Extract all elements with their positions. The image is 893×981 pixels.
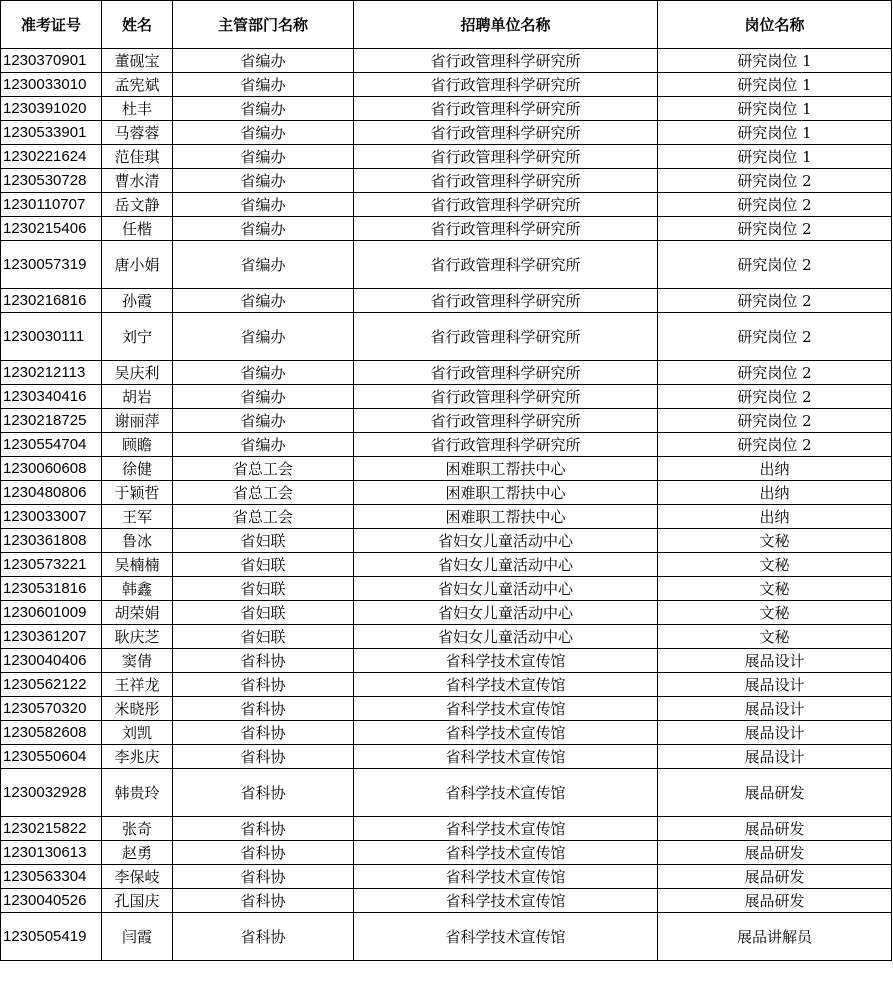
table-row	[1, 49, 892, 73]
hiring-unit-cell: 省行政管理科学研究所	[354, 73, 658, 97]
hiring-unit-cell: 省科学技术宣传馆	[354, 841, 658, 865]
table-row	[1, 625, 892, 649]
name-cell: 赵勇	[102, 841, 173, 865]
department-cell: 省科协	[173, 913, 354, 961]
department-cell: 省编办	[173, 289, 354, 313]
hiring-unit-cell: 省行政管理科学研究所	[354, 313, 658, 361]
department-cell: 省编办	[173, 409, 354, 433]
name-cell: 米晓彤	[102, 697, 173, 721]
exam-id-cell: 1230221624	[1, 145, 102, 169]
exam-id-cell: 1230601009	[1, 601, 102, 625]
table-row	[1, 145, 892, 169]
table-row	[1, 865, 892, 889]
position-cell: 展品设计	[658, 721, 892, 745]
position-cell: 研究岗位 1	[658, 121, 892, 145]
name-cell: 闫霞	[102, 913, 173, 961]
exam-id-cell: 1230361207	[1, 625, 102, 649]
hiring-unit-cell: 省科学技术宣传馆	[354, 889, 658, 913]
table-row	[1, 553, 892, 577]
exam-id-cell: 1230212113	[1, 361, 102, 385]
position-cell: 展品研发	[658, 817, 892, 841]
name-cell: 李兆庆	[102, 745, 173, 769]
table-row	[1, 673, 892, 697]
exam-id-cell: 1230550604	[1, 745, 102, 769]
department-cell: 省妇联	[173, 625, 354, 649]
exam-id-cell: 1230032928	[1, 769, 102, 817]
hiring-unit-cell: 省科学技术宣传馆	[354, 769, 658, 817]
position-cell: 文秘	[658, 577, 892, 601]
department-cell: 省编办	[173, 145, 354, 169]
name-cell: 刘凯	[102, 721, 173, 745]
table-row	[1, 313, 892, 361]
hiring-unit-cell: 省妇女儿童活动中心	[354, 529, 658, 553]
position-cell: 研究岗位 2	[658, 409, 892, 433]
exam-id-cell: 1230215406	[1, 217, 102, 241]
name-cell: 杜丰	[102, 97, 173, 121]
exam-id-cell: 1230030111	[1, 313, 102, 361]
exam-id-cell: 1230573221	[1, 553, 102, 577]
exam-id-cell: 1230370901	[1, 49, 102, 73]
department-cell: 省科协	[173, 817, 354, 841]
hiring-unit-cell: 省行政管理科学研究所	[354, 385, 658, 409]
exam-id-cell: 1230033007	[1, 505, 102, 529]
exam-id-cell: 1230563304	[1, 865, 102, 889]
department-cell: 省科协	[173, 721, 354, 745]
hiring-unit-cell: 省科学技术宣传馆	[354, 673, 658, 697]
hiring-unit-cell: 省科学技术宣传馆	[354, 697, 658, 721]
name-cell: 唐小娟	[102, 241, 173, 289]
name-cell: 任楷	[102, 217, 173, 241]
name-cell: 吴庆利	[102, 361, 173, 385]
hiring-unit-cell: 省行政管理科学研究所	[354, 145, 658, 169]
department-cell: 省总工会	[173, 481, 354, 505]
department-cell: 省编办	[173, 241, 354, 289]
name-cell: 顾瞻	[102, 433, 173, 457]
hiring-unit-cell: 省行政管理科学研究所	[354, 97, 658, 121]
department-cell: 省编办	[173, 385, 354, 409]
name-cell: 范佳琪	[102, 145, 173, 169]
position-cell: 展品设计	[658, 649, 892, 673]
exam-id-cell: 1230218725	[1, 409, 102, 433]
exam-id-cell: 1230130613	[1, 841, 102, 865]
hiring-unit-cell: 省科学技术宣传馆	[354, 721, 658, 745]
hiring-unit-cell: 困难职工帮扶中心	[354, 457, 658, 481]
table-row	[1, 217, 892, 241]
department-cell: 省总工会	[173, 457, 354, 481]
position-cell: 研究岗位 1	[658, 145, 892, 169]
hiring-unit-cell: 省科学技术宣传馆	[354, 865, 658, 889]
table-row	[1, 385, 892, 409]
position-cell: 展品研发	[658, 769, 892, 817]
table-row	[1, 361, 892, 385]
name-cell: 谢丽萍	[102, 409, 173, 433]
table-row	[1, 73, 892, 97]
position-cell: 研究岗位 2	[658, 361, 892, 385]
department-cell: 省科协	[173, 769, 354, 817]
position-cell: 研究岗位 2	[658, 169, 892, 193]
exam-id-cell: 1230060608	[1, 457, 102, 481]
position-cell: 文秘	[658, 529, 892, 553]
hiring-unit-cell: 省妇女儿童活动中心	[354, 553, 658, 577]
table-row	[1, 601, 892, 625]
hiring-unit-cell: 省行政管理科学研究所	[354, 193, 658, 217]
name-cell: 马蓉蓉	[102, 121, 173, 145]
exam-id-cell: 1230110707	[1, 193, 102, 217]
name-cell: 岳文静	[102, 193, 173, 217]
table-row	[1, 721, 892, 745]
department-cell: 省编办	[173, 433, 354, 457]
header-department: 主管部门名称	[173, 1, 354, 49]
department-cell: 省编办	[173, 73, 354, 97]
exam-id-cell: 1230562122	[1, 673, 102, 697]
name-cell: 刘宁	[102, 313, 173, 361]
hiring-unit-cell: 省行政管理科学研究所	[354, 121, 658, 145]
header-hiring-unit: 招聘单位名称	[354, 1, 658, 49]
exam-id-cell: 1230480806	[1, 481, 102, 505]
department-cell: 省科协	[173, 889, 354, 913]
table-row	[1, 505, 892, 529]
position-cell: 展品研发	[658, 865, 892, 889]
hiring-unit-cell: 省妇女儿童活动中心	[354, 625, 658, 649]
hiring-unit-cell: 省行政管理科学研究所	[354, 217, 658, 241]
table-row	[1, 913, 892, 961]
exam-id-cell: 1230040406	[1, 649, 102, 673]
table-row	[1, 745, 892, 769]
table-row	[1, 769, 892, 817]
table-row	[1, 649, 892, 673]
department-cell: 省编办	[173, 313, 354, 361]
name-cell: 李保岐	[102, 865, 173, 889]
name-cell: 鲁冰	[102, 529, 173, 553]
hiring-unit-cell: 省科学技术宣传馆	[354, 817, 658, 841]
exam-id-cell: 1230215822	[1, 817, 102, 841]
exam-id-cell: 1230570320	[1, 697, 102, 721]
department-cell: 省编办	[173, 217, 354, 241]
hiring-unit-cell: 困难职工帮扶中心	[354, 505, 658, 529]
table-row	[1, 889, 892, 913]
name-cell: 徐健	[102, 457, 173, 481]
table-row	[1, 529, 892, 553]
position-cell: 研究岗位 1	[658, 49, 892, 73]
exam-id-cell: 1230361808	[1, 529, 102, 553]
department-cell: 省科协	[173, 649, 354, 673]
name-cell: 孔国庆	[102, 889, 173, 913]
department-cell: 省总工会	[173, 505, 354, 529]
department-cell: 省妇联	[173, 553, 354, 577]
position-cell: 文秘	[658, 601, 892, 625]
exam-id-cell: 1230040526	[1, 889, 102, 913]
name-cell: 于颖哲	[102, 481, 173, 505]
department-cell: 省科协	[173, 865, 354, 889]
name-cell: 耿庆芝	[102, 625, 173, 649]
exam-id-cell: 1230057319	[1, 241, 102, 289]
exam-id-cell: 1230391020	[1, 97, 102, 121]
exam-id-cell: 1230530728	[1, 169, 102, 193]
hiring-unit-cell: 省行政管理科学研究所	[354, 409, 658, 433]
position-cell: 研究岗位 1	[658, 97, 892, 121]
table-row	[1, 841, 892, 865]
position-cell: 展品设计	[658, 673, 892, 697]
table-row	[1, 97, 892, 121]
exam-id-cell: 1230531816	[1, 577, 102, 601]
table-row	[1, 481, 892, 505]
exam-id-cell: 1230340416	[1, 385, 102, 409]
position-cell: 展品设计	[658, 745, 892, 769]
name-cell: 韩贵玲	[102, 769, 173, 817]
position-cell: 研究岗位 2	[658, 385, 892, 409]
hiring-unit-cell: 困难职工帮扶中心	[354, 481, 658, 505]
name-cell: 孙霞	[102, 289, 173, 313]
table-row	[1, 121, 892, 145]
name-cell: 王祥龙	[102, 673, 173, 697]
table-row	[1, 193, 892, 217]
table-row	[1, 697, 892, 721]
table-row	[1, 169, 892, 193]
position-cell: 研究岗位 2	[658, 241, 892, 289]
table-row	[1, 433, 892, 457]
name-cell: 曹水清	[102, 169, 173, 193]
header-row	[1, 1, 892, 49]
table-row	[1, 817, 892, 841]
position-cell: 出纳	[658, 505, 892, 529]
exam-id-cell: 1230582608	[1, 721, 102, 745]
department-cell: 省科协	[173, 697, 354, 721]
position-cell: 展品讲解员	[658, 913, 892, 961]
position-cell: 展品设计	[658, 697, 892, 721]
position-cell: 展品研发	[658, 889, 892, 913]
header-name: 姓名	[102, 1, 173, 49]
position-cell: 文秘	[658, 553, 892, 577]
hiring-unit-cell: 省行政管理科学研究所	[354, 433, 658, 457]
department-cell: 省编办	[173, 49, 354, 73]
table-row	[1, 457, 892, 481]
name-cell: 韩鑫	[102, 577, 173, 601]
department-cell: 省妇联	[173, 577, 354, 601]
hiring-unit-cell: 省科学技术宣传馆	[354, 913, 658, 961]
table-row	[1, 289, 892, 313]
hiring-unit-cell: 省行政管理科学研究所	[354, 361, 658, 385]
department-cell: 省妇联	[173, 529, 354, 553]
position-cell: 研究岗位 2	[658, 433, 892, 457]
table-row	[1, 577, 892, 601]
department-cell: 省编办	[173, 361, 354, 385]
table-body	[1, 49, 892, 961]
exam-id-cell: 1230505419	[1, 913, 102, 961]
position-cell: 研究岗位 2	[658, 313, 892, 361]
department-cell: 省科协	[173, 841, 354, 865]
position-cell: 出纳	[658, 481, 892, 505]
header-exam-id: 准考证号	[1, 1, 102, 49]
position-cell: 展品研发	[658, 841, 892, 865]
name-cell: 孟宪斌	[102, 73, 173, 97]
name-cell: 胡荣娟	[102, 601, 173, 625]
name-cell: 张奇	[102, 817, 173, 841]
hiring-unit-cell: 省妇女儿童活动中心	[354, 601, 658, 625]
hiring-unit-cell: 省行政管理科学研究所	[354, 49, 658, 73]
department-cell: 省编办	[173, 169, 354, 193]
exam-id-cell: 1230554704	[1, 433, 102, 457]
position-cell: 出纳	[658, 457, 892, 481]
department-cell: 省编办	[173, 193, 354, 217]
table-row	[1, 409, 892, 433]
header-position: 岗位名称	[658, 1, 892, 49]
position-cell: 研究岗位 2	[658, 193, 892, 217]
position-cell: 研究岗位 2	[658, 289, 892, 313]
position-cell: 研究岗位 2	[658, 217, 892, 241]
hiring-unit-cell: 省妇女儿童活动中心	[354, 577, 658, 601]
position-cell: 研究岗位 1	[658, 73, 892, 97]
department-cell: 省科协	[173, 745, 354, 769]
hiring-unit-cell: 省科学技术宣传馆	[354, 649, 658, 673]
name-cell: 吴楠楠	[102, 553, 173, 577]
hiring-unit-cell: 省行政管理科学研究所	[354, 289, 658, 313]
hiring-unit-cell: 省行政管理科学研究所	[354, 241, 658, 289]
exam-id-cell: 1230216816	[1, 289, 102, 313]
name-cell: 胡岩	[102, 385, 173, 409]
department-cell: 省科协	[173, 673, 354, 697]
name-cell: 窦倩	[102, 649, 173, 673]
department-cell: 省编办	[173, 97, 354, 121]
hiring-unit-cell: 省科学技术宣传馆	[354, 745, 658, 769]
table-row	[1, 241, 892, 289]
department-cell: 省编办	[173, 121, 354, 145]
exam-id-cell: 1230033010	[1, 73, 102, 97]
position-cell: 文秘	[658, 625, 892, 649]
exam-id-cell: 1230533901	[1, 121, 102, 145]
department-cell: 省妇联	[173, 601, 354, 625]
hiring-unit-cell: 省行政管理科学研究所	[354, 169, 658, 193]
name-cell: 董砚宝	[102, 49, 173, 73]
name-cell: 王军	[102, 505, 173, 529]
